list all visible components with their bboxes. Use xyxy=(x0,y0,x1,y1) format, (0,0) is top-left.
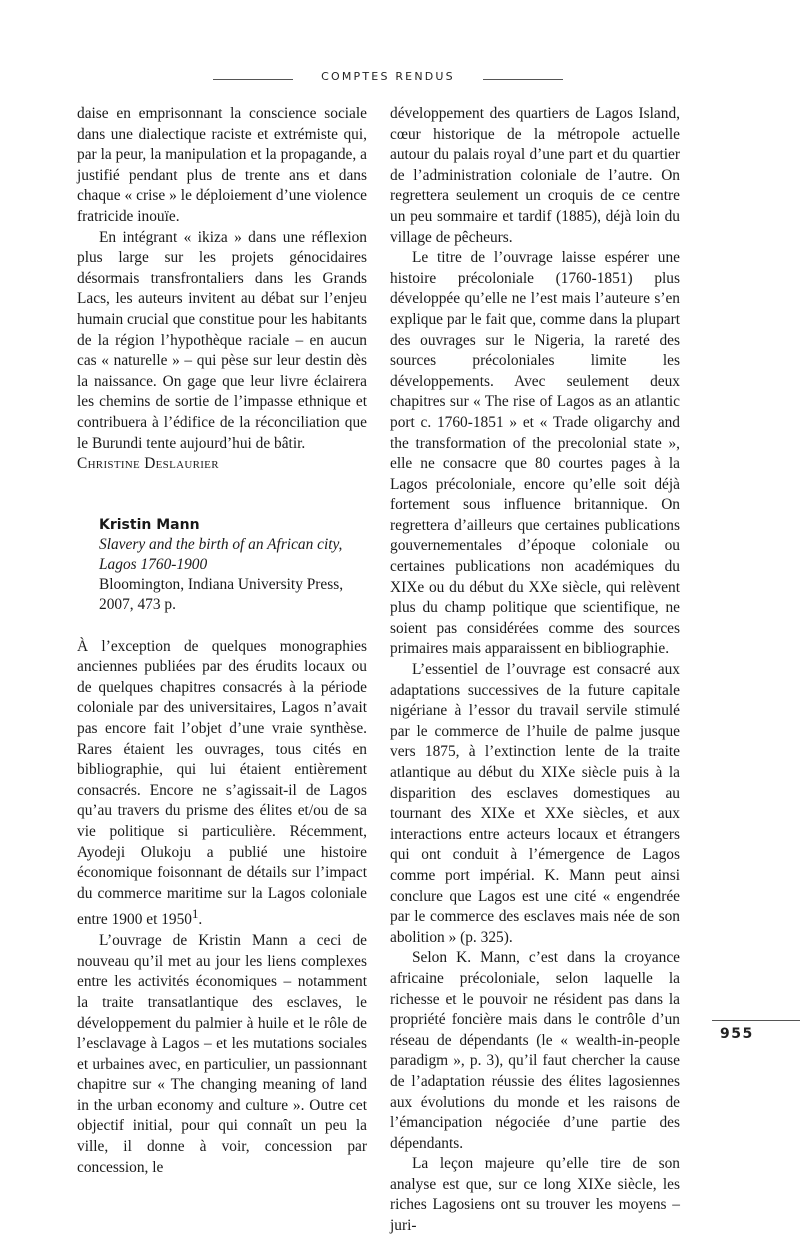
book-publisher-line: 2007, 473 p. xyxy=(99,595,176,613)
paragraph-end: . xyxy=(198,911,203,929)
paragraph: L’ouvrage de Kristin Mann a ceci de nouveau qu’il met au jour les liens complexes entre les activités économiques – notamment la traite transatlantique des esclaves, le développement du palmier à huile et le rôle de l’esclavage à Lagos – et les mutations sociales et urbaines avec, en particulier, un passionnant chapitre sur « The changing meaning of land in the urban economy and culture ». Outre cet objectif initial, pour qui connaît un peu la ville, il donne à voir, concession par concession, le xyxy=(77,932,367,1176)
book-reference xyxy=(99,515,367,615)
header-rule-left xyxy=(213,79,293,80)
page-number-block xyxy=(712,1020,800,1048)
page-number: 955 xyxy=(720,1026,754,1042)
book-author: Kristin Mann xyxy=(99,516,200,533)
left-column xyxy=(77,104,367,1178)
paragraph-text: À l’exception de quelques monographies anciennes publiées par des érudits locaux ou de quelques chapitres consacrés à la période coloniale par des universitaires, Lagos n’avait pas encore fait l’objet d’une vraie synthèse. Rares étaient les ouvrages, tous cités en bibliographie, qui lui étaient entièrement consacrés. Encore ne s’agissait-il de Lagos qu’au travers du prisme des élites et/ou de sa vie politique si particulière. Récemment, Ayodeji Olukoju a publié une histoire économique foisonnant de détails sur l’impact du commerce maritime sur la Lagos coloniale entre 1900 et 1950 xyxy=(77,637,367,929)
review-signature: Christine Deslaurier xyxy=(77,455,219,473)
paragraph: La leçon majeure qu’elle tire de son analyse est que, sur ce long XIXe siècle, les riches Lagosiens ont su trouver les moyens – juri- xyxy=(390,1155,680,1235)
paragraph: En intégrant « ikiza » dans une réflexion plus large sur les projets génocidaires désormais transfrontaliers dans les Grands Lacs, les auteurs invitent au débat sur l’enjeu humain crucial que constitue pour les habitants de la région l’hypothèque raciale – en aucun cas « naturelle » – qui pèse sur leur destin dès la naissance. On gage que leur livre éclairera les chemins de sortie de l’impasse ethnique et contribuera à l’édifice de la réconciliation que le Burundi tente aujourd’hui de bâtir. xyxy=(77,228,367,452)
paragraph: Le titre de l’ouvrage laisse espérer une histoire précoloniale (1760-1851) plus développée qu’elle ne l’est mais l’auteure s’en explique par le fait que, comme dans la plupart des ouvrages sur le Nigeria, la rareté des sources précoloniales limite les développements. Avec seulement deux chapitres sur « The rise of Lagos as an atlantic port c. 1760-1851 » et « Trade oligarchy and the transformation of the precolonial state », elle ne consacre que 80 courtes pages à la Lagos précoloniale, encore qu’elle soit déjà fortement sous influence britannique. On regrettera d’ailleurs que certaines publications gouvernementales d’époque coloniale ou certaines publications non académiques du XIXe ou du début du XXe siècle, qui relèvent plus du champ politique que scientifique, ne soient pas considérées comme des sources primaires mais apparaissent en bibliographie. xyxy=(390,249,680,658)
paragraph: daise en emprisonnant la conscience sociale dans une dialectique raciste et extrémiste qui, par la peur, la manipulation et la propagande, a justifié pendant plus de trente ans et dans chaque « crise » le déploiement d’une violence fratricide inouïe. xyxy=(77,105,367,225)
paragraph xyxy=(77,637,367,931)
book-title-line: Lagos 1760-1900 xyxy=(99,555,208,573)
book-title-line: Slavery and the birth of an African city, xyxy=(99,535,343,553)
running-header-title: COMPTES RENDUS xyxy=(321,70,455,83)
paragraph: développement des quartiers de Lagos Island, cœur historique de la métropole actuelle autour du palais royal d’une part et du quartier de l’administration coloniale de l’autre. On regrettera seulement un croquis de ce centre un peu sommaire et tardif (1885), déjà loin du village de pêcheurs. xyxy=(390,105,680,246)
right-column xyxy=(390,104,680,1237)
page-number-rule xyxy=(712,1020,800,1021)
paragraph: Selon K. Mann, c’est dans la croyance africaine précoloniale, selon laquelle la richesse et le pouvoir ne résident pas dans la propriété foncière mais dans le contrôle d’un réseau de dépendants (le « wealth-in-people paradigm », p. 3), qu’il faut chercher la cause de l’adaptation réussie des élites lagosiennes aux évolutions du monde et les raisons de l’émancipation négociée d’une partie des dépendants. xyxy=(390,949,680,1152)
running-header xyxy=(0,70,800,90)
header-rule-right xyxy=(483,79,563,80)
paragraph: L’essentiel de l’ouvrage est consacré aux adaptations successives de la future capitale nigériane à l’essor du travail servile stimulé par le commerce de l’huile de palme jusque vers 1875, à l’extinction lente de la traite atlantique au début du XIXe siècle puis à la disparition des esclaves domestiques au tournant des XIXe et XXe siècles, et aux interactions entre acteurs locaux et étrangers qui ont conduit à l’émergence de Lagos comme port impérial. K. Mann peut ainsi conclure que Lagos est une cité « engendrée par le commerce des esclaves mais née de son abolition » (p. 325). xyxy=(390,661,680,946)
footnote-marker[interactable]: 1 xyxy=(191,907,199,922)
book-publisher-line: Bloomington, Indiana University Press, xyxy=(99,575,344,593)
